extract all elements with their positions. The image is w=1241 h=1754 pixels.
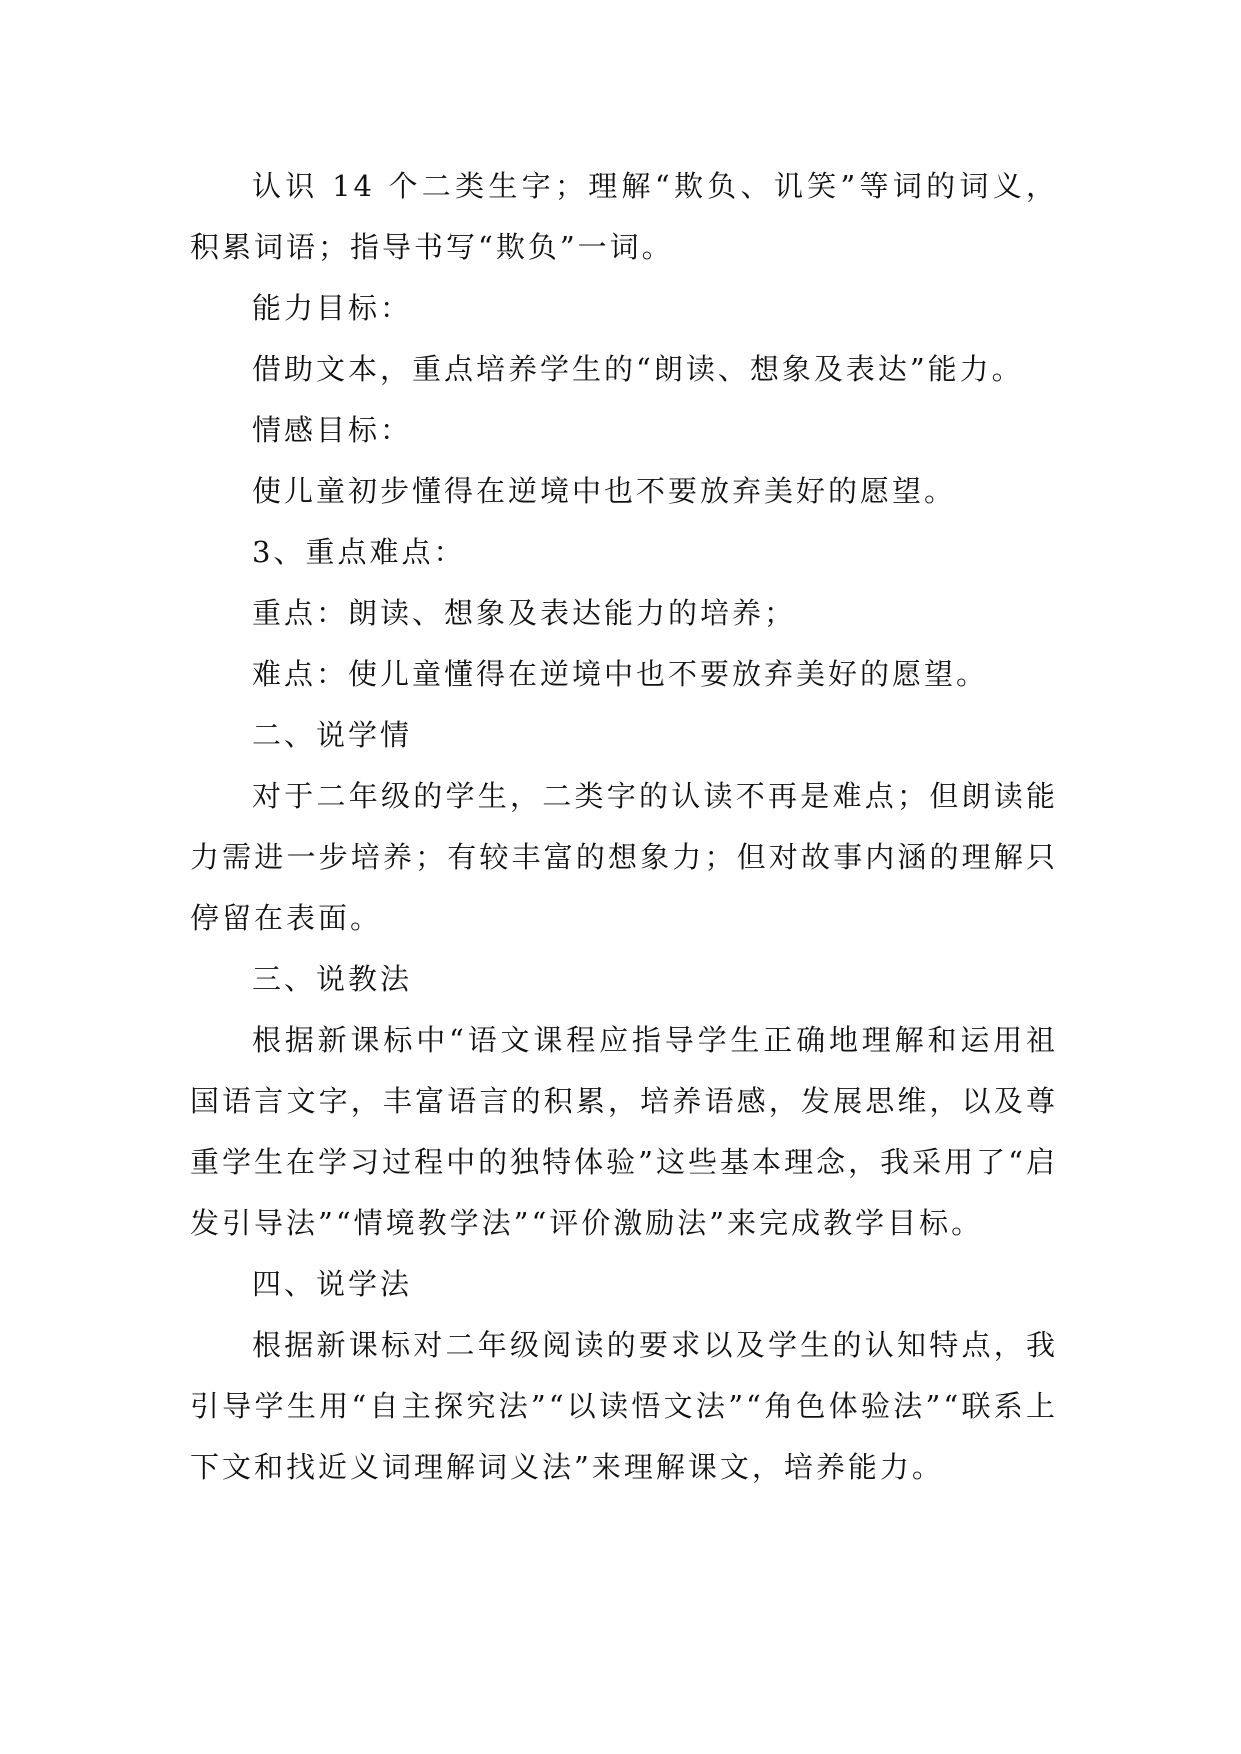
heading-student-analysis: 二、说学情 xyxy=(252,718,413,752)
document-page xyxy=(190,156,1058,1498)
paragraph-vocabulary-goal: 认识 14 个二类生字；理解“欺负、讥笑”等词的词义，积累词语；指导书写“欺负”一词。 xyxy=(190,169,1058,264)
paragraph-teaching-methods: 根据新课标中“语文课程应指导学生正确地理解和运用祖国语言文字，丰富语言的积累，培养语感，发展思维，以及尊重学生在学习过程中的独特体验”这些基本理念，我采用了“启发引导法”“情境教学法”“评价激励法”来完成教学目标。 xyxy=(190,1023,1058,1240)
heading-ability-goal: 能力目标： xyxy=(252,291,413,325)
paragraph-learning-methods: 根据新课标对二年级阅读的要求以及学生的认知特点，我引导学生用“自主探究法”“以读悟文法”“角色体验法”“联系上下文和找近义词理解词义法”来理解课文，培养能力。 xyxy=(190,1328,1058,1484)
heading-key-difficult-points: 3、重点难点： xyxy=(252,535,466,569)
paragraph-emotion-goal: 使儿童初步懂得在逆境中也不要放弃美好的愿望。 xyxy=(252,474,957,508)
heading-teaching-methods: 三、说教法 xyxy=(252,962,413,996)
paragraph-student-analysis: 对于二年级的学生，二类字的认读不再是难点；但朗读能力需进一步培养；有较丰富的想象力；但对故事内涵的理解只停留在表面。 xyxy=(190,779,1058,935)
heading-emotion-goal: 情感目标： xyxy=(252,413,413,447)
paragraph-difficult-point: 难点：使儿童懂得在逆境中也不要放弃美好的愿望。 xyxy=(252,657,989,691)
paragraph-ability-goal: 借助文本，重点培养学生的“朗读、想象及表达”能力。 xyxy=(252,352,1024,386)
heading-learning-methods: 四、说学法 xyxy=(252,1267,413,1301)
paragraph-key-point: 重点：朗读、想象及表达能力的培养； xyxy=(252,596,797,630)
